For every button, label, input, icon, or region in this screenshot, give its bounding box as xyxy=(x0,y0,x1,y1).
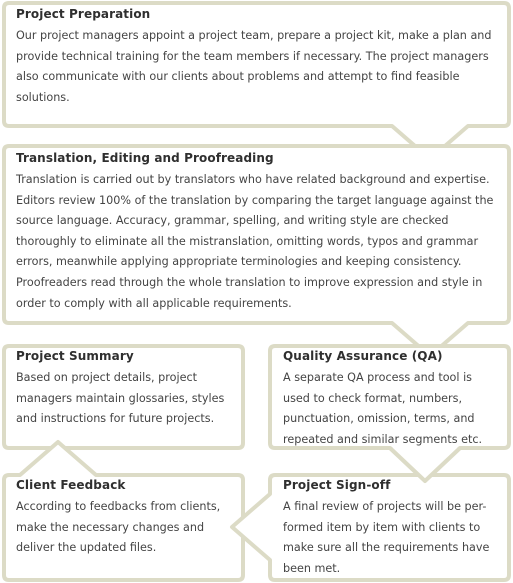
step-description: Based on project details, project managers maintain glossaries, styles and instructions for future projects. xyxy=(16,371,225,426)
step-title: Project Sign-off xyxy=(283,478,391,492)
step-description: Translation is carried out by translators who have related background and expertise. Editors review 100% of the translation by comparing the target language against the source language. Accuracy, grammar, spelling, and writing style are checked thoroughly to eliminate all the mistranslation, omitting words, typos and grammar errors, meanwhile applying appropriate terminologies and keeping consistency. Proofreaders read through the whole translation to improve expression and style in order to comply with all applicable requirements. xyxy=(16,173,494,310)
step-project-preparation xyxy=(16,7,500,108)
step-translation-editing-proofreading xyxy=(16,151,500,314)
step-title: Translation, Editing and Proofreading xyxy=(16,151,274,165)
step-project-sign-off xyxy=(283,478,503,579)
step-title: Client Feedback xyxy=(16,478,126,492)
step-description: A final review of projects will be per-formed item by item with clients to make sure all the requirements have been met. xyxy=(283,500,490,575)
step-quality-assurance xyxy=(283,349,499,450)
step-description: Our project managers appoint a project team, prepare a project kit, make a plan and provide technical training for the team members if necessary. The project managers also communicate with our clients about problems and attempt to find feasible solutions. xyxy=(16,29,492,104)
step-title: Project Summary xyxy=(16,349,134,363)
step-title: Quality Assurance (QA) xyxy=(283,349,443,363)
step-description: A separate QA process and tool is used to check format, numbers, punctuation, omission, terms, and repeated and similar segments etc. xyxy=(283,371,483,446)
step-project-summary xyxy=(16,349,240,430)
step-title: Project Preparation xyxy=(16,7,151,21)
step-client-feedback xyxy=(16,478,228,559)
step-description: According to feedbacks from clients, make the necessary changes and deliver the updated files. xyxy=(16,500,221,555)
